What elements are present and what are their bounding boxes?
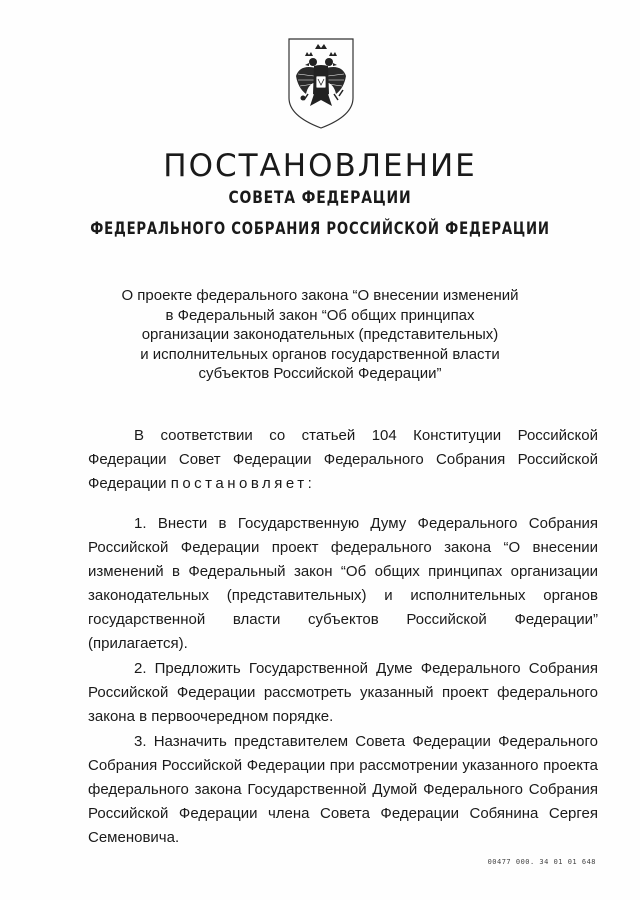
resolution-item-2: 2. Предложить Государственной Думе Федерального Собрания Российской Федерации рассмотреть указанный проект федерального закона в первоочередном порядке.: [88, 660, 598, 725]
preamble-paragraph: [88, 424, 598, 496]
subject-line: субъектов Российской Федерации”: [198, 365, 442, 382]
preamble-text: В соответствии со статьей 104 Конституции Российской Федерации Совет Федерации Федерального Собрания Российской Федерации: [88, 427, 598, 492]
issuer-line-2: ФЕДЕРАЛЬНОГО СОБРАНИЯ РОССИЙСКОЙ ФЕДЕРАЦИИ: [90, 219, 550, 239]
subject-line: организации законодательных (представительных): [141, 326, 499, 343]
subject-line: в Федеральный закон “Об общих принципах: [165, 306, 475, 324]
print-code: 00477 000. 34 01 01 648: [487, 858, 596, 866]
document-subject: [0, 286, 640, 384]
russian-coat-of-arms-icon: [286, 36, 356, 130]
subject-line: О проекте федерального закона “О внесении изменений: [121, 287, 519, 304]
resolution-item-3: 3. Назначить представителем Совета Федерации Федерального Собрания Российской Федерации при рассмотрении указанного проекта федерального закона Государственной Думой Федерального Собрания Российской Федерации члена Совета Федерации Собянина Сергея Семеновича.: [88, 733, 598, 846]
document-title: ПОСТАНОВЛЕНИЕ: [163, 148, 477, 184]
resolution-items: [88, 512, 598, 851]
subject-line: и исполнительных органов государственной власти: [140, 345, 500, 363]
preamble-verb: постановляет:: [170, 475, 316, 492]
issuer-line-1: СОВЕТА ФЕДЕРАЦИИ: [228, 188, 412, 208]
resolution-item-1: 1. Внести в Государственную Думу Федерального Собрания Российской Федерации проект федерального закона “О внесении изменений в Федеральный закон “Об общих принципах организации законодательных (представительных) и исполнительных органов государственной власти субъектов Российской Федерации” (прилагается).: [88, 515, 598, 652]
